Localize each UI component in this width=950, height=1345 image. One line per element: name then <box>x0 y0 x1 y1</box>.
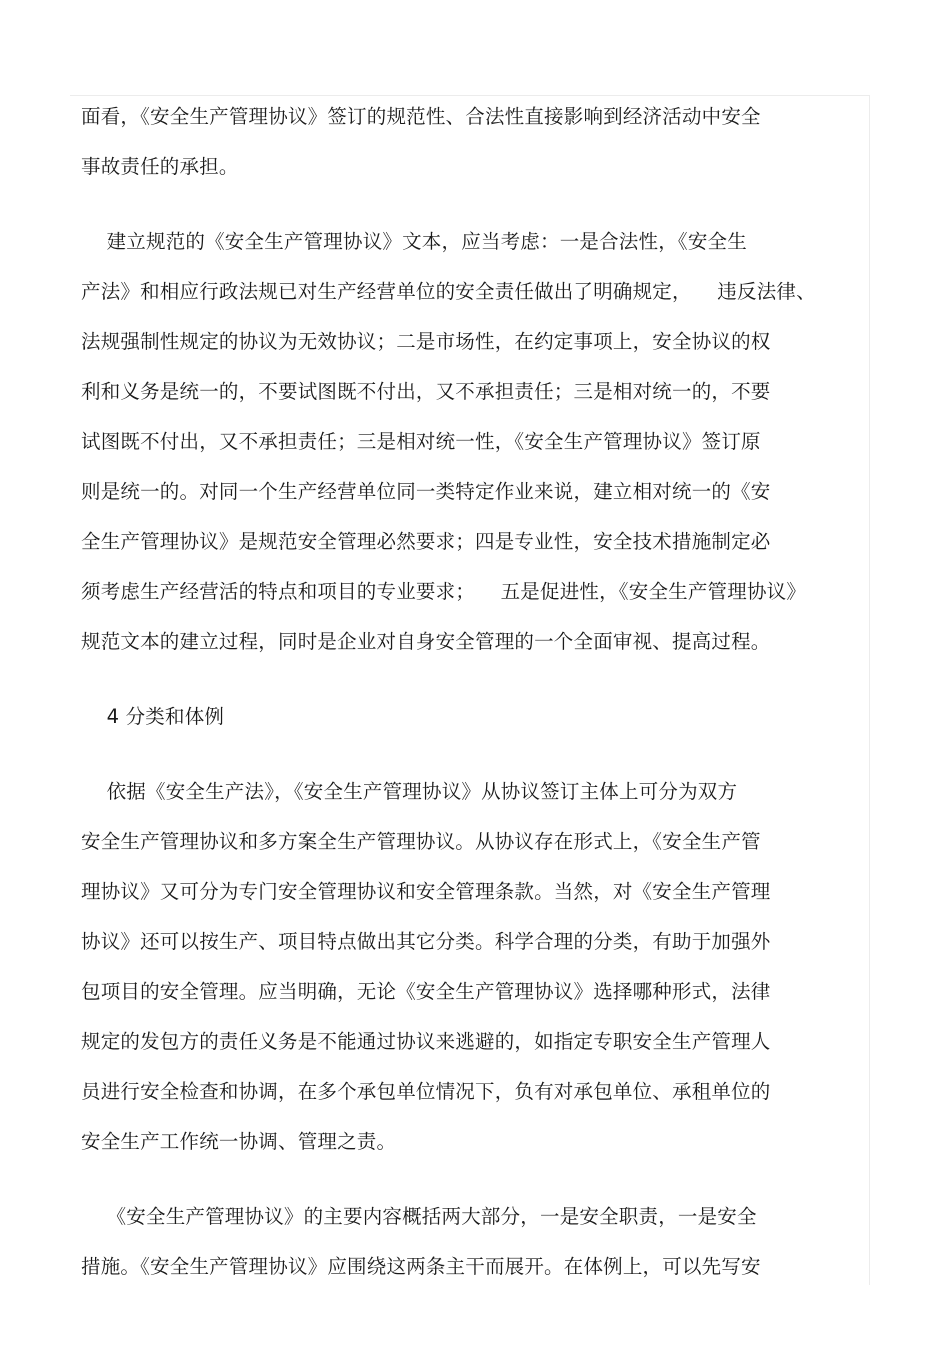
text-line: 《安全生产管理协议》的主要内容概括两大部分，一是安全职责，一是安全 <box>81 1205 757 1228</box>
text-line: 员进行安全检查和协调，在多个承包单位情况下，负有对承包单位、承租单位的 <box>81 1080 771 1103</box>
text-line: 建立规范的《安全生产管理协议》文本，应当考虑：一是合法性，《安全生 <box>81 230 747 253</box>
text-line: 协议》还可以按生产、项目特点做出其它分类。科学合理的分类，有助于加强外 <box>81 930 771 953</box>
text-line: 规定的发包方的责任义务是不能通过协议来逃避的，如指定专职安全生产管理人 <box>81 1030 771 1053</box>
text-line: 安全生产工作统一协调、管理之责。 <box>81 1130 397 1153</box>
text-line: 试图既不付出，又不承担责任；三是相对统一性，《安全生产管理协议》签订原 <box>81 430 761 453</box>
page-frame <box>70 95 870 1285</box>
text-line: 依据《安全生产法》，《安全生产管理协议》从协议签订主体上可分为双方 <box>81 780 738 803</box>
section-heading: 4 分类和体例 <box>81 705 225 728</box>
text-line: 措施。《安全生产管理协议》应围绕这两条主干而展开。在体例上，可以先写安 <box>81 1255 761 1278</box>
text-line: 包项目的安全管理。应当明确，无论《安全生产管理协议》选择哪种形式，法律 <box>81 980 771 1003</box>
text-line: 全生产管理协议》是规范安全管理必然要求；四是专业性，安全技术措施制定必 <box>81 530 771 553</box>
text-line: 则是统一的。对同一个生产经营单位同一类特定作业来说，建立相对统一的《安 <box>81 480 771 503</box>
text-line: 须考虑生产经营活的特点和项目的专业要求； 五是促进性，《安全生产管理协议》 <box>81 580 807 603</box>
text-line: 面看，《安全生产管理协议》签订的规范性、合法性直接影响到经济活动中安全 <box>81 105 761 128</box>
text-line: 产法》和相应行政法规已对生产经营单位的安全责任做出了明确规定， 违反法律、 <box>81 280 816 303</box>
text-line: 理协议》又可分为专门安全管理协议和安全管理条款。当然，对《安全生产管理 <box>81 880 771 903</box>
text-line: 安全生产管理协议和多方案全生产管理协议。从协议存在形式上，《安全生产管 <box>81 830 761 853</box>
text-line: 利和义务是统一的，不要试图既不付出，又不承担责任；三是相对统一的，不要 <box>81 380 771 403</box>
text-line: 事故责任的承担。 <box>81 155 239 178</box>
text-line: 法规强制性规定的协议为无效协议；二是市场性，在约定事项上，安全协议的权 <box>81 330 771 353</box>
text-line: 规范文本的建立过程，同时是企业对自身安全管理的一个全面审视、提高过程。 <box>81 630 771 653</box>
